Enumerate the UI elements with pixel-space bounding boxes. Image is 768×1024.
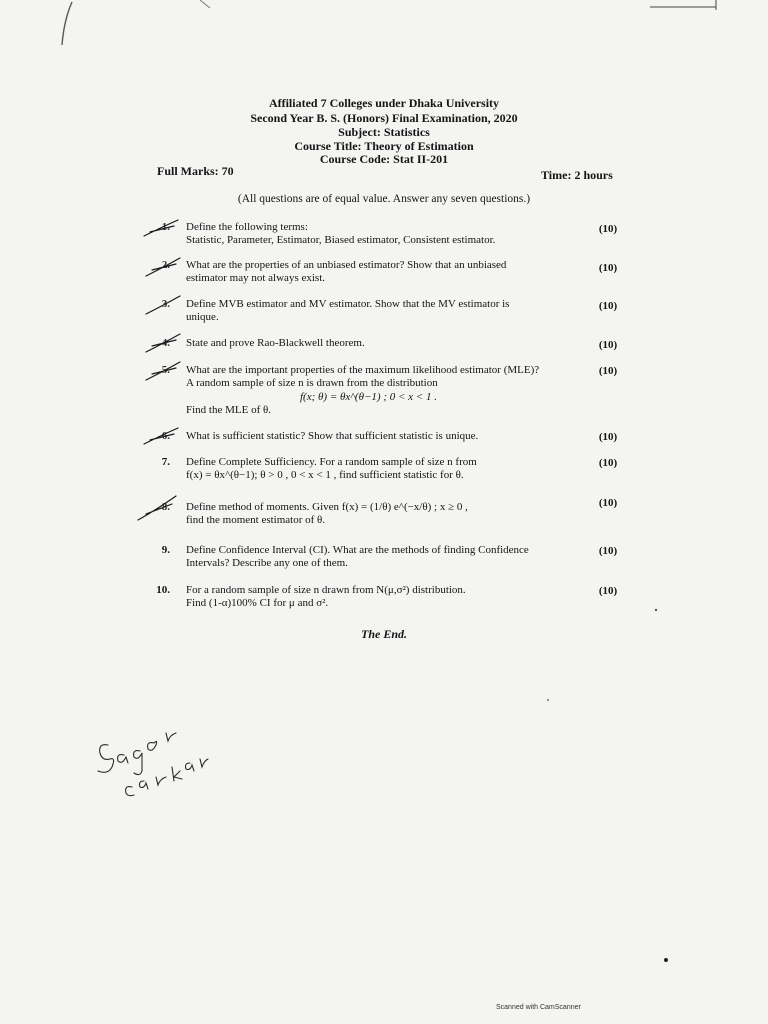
question-number: 3.	[161, 298, 170, 310]
question-line: State and prove Rao-Blackwell theorem.	[186, 337, 365, 349]
question-7-text	[186, 456, 581, 482]
question-marks: (10)	[598, 457, 618, 469]
instructions: (All questions are of equal value. Answer any seven questions.)	[237, 193, 531, 205]
question-line: What is sufficient statistic? Show that sufficient statistic is unique.	[186, 430, 479, 442]
question-line: f(x) = θx^(θ−1); θ > 0 , 0 < x < 1 , find sufficient statistic for θ.	[186, 469, 464, 481]
question-5-formula: f(x; θ) = θx^(θ−1) ; 0 < x < 1 .	[300, 391, 437, 403]
question-line: Find (1-α)100% CI for μ and σ².	[186, 597, 329, 609]
question-number: 5.	[161, 364, 170, 376]
header-course-code: Course Code: Stat II-201	[319, 152, 449, 166]
question-2-text	[186, 259, 581, 285]
question-line: A random sample of size n is drawn from the distribution	[186, 377, 438, 389]
question-number: 1.	[161, 221, 170, 233]
time-allowed: Time: 2 hours	[541, 168, 613, 182]
question-line: Statistic, Parameter, Estimator, Biased estimator, Consistent estimator.	[186, 234, 496, 246]
header-exam: Second Year B. S. (Honors) Final Examination, 2020	[250, 111, 518, 125]
question-9-text	[186, 544, 581, 570]
question-marks: (10)	[598, 339, 618, 351]
question-4-text	[186, 337, 581, 350]
question-5-text	[186, 364, 581, 390]
question-line: unique.	[186, 311, 219, 323]
full-marks: Full Marks: 70	[157, 164, 234, 178]
question-number: 6.	[161, 430, 170, 442]
question-number: 4.	[161, 337, 170, 349]
question-10-text	[186, 584, 581, 610]
question-marks: (10)	[598, 431, 618, 443]
question-number: 2.	[161, 259, 170, 271]
question-3-text	[186, 298, 581, 324]
question-number: 10.	[156, 584, 170, 596]
question-line: What are the important properties of the maximum likelihood estimator (MLE)?	[186, 364, 540, 376]
question-line: Intervals? Describe any one of them.	[186, 557, 348, 569]
question-marks: (10)	[598, 262, 618, 274]
question-marks: (10)	[598, 497, 618, 509]
handwritten-signature	[90, 715, 210, 805]
question-line: Define method of moments. Given f(x) = (1/θ) e^(−x/θ) ; x ≥ 0 ,	[186, 501, 468, 513]
question-5-followup: Find the MLE of θ.	[186, 404, 272, 416]
question-number: 8.	[161, 501, 170, 513]
question-number: 7.	[161, 456, 170, 468]
question-marks: (10)	[598, 223, 618, 235]
question-line: find the moment estimator of θ.	[186, 514, 326, 526]
header-course-title: Course Title: Theory of Estimation	[294, 139, 474, 153]
question-line: Define MVB estimator and MV estimator. Show that the MV estimator is	[186, 298, 510, 310]
question-6-text	[186, 430, 581, 443]
question-1-text	[186, 221, 581, 247]
header-subject: Subject: Statistics	[338, 125, 430, 139]
question-marks: (10)	[598, 545, 618, 557]
question-line: Define the following terms:	[186, 221, 308, 233]
question-line: Define Confidence Interval (CI). What are the methods of finding Confidence	[186, 544, 529, 556]
question-marks: (10)	[598, 365, 618, 377]
question-marks: (10)	[598, 300, 618, 312]
scanner-watermark: Scanned with CamScanner	[496, 1004, 581, 1011]
question-marks: (10)	[598, 585, 618, 597]
question-8-text	[186, 501, 581, 527]
question-line: estimator may not always exist.	[186, 272, 325, 284]
question-line: What are the properties of an unbiased estimator? Show that an unbiased	[186, 259, 507, 271]
header-affiliation: Affiliated 7 Colleges under Dhaka University	[268, 96, 500, 110]
question-line: Define Complete Sufficiency. For a random sample of size n from	[186, 456, 477, 468]
question-line: For a random sample of size n drawn from N(μ,σ²) distribution.	[186, 584, 466, 596]
question-number: 9.	[161, 544, 170, 556]
end-text: The End.	[360, 627, 407, 641]
